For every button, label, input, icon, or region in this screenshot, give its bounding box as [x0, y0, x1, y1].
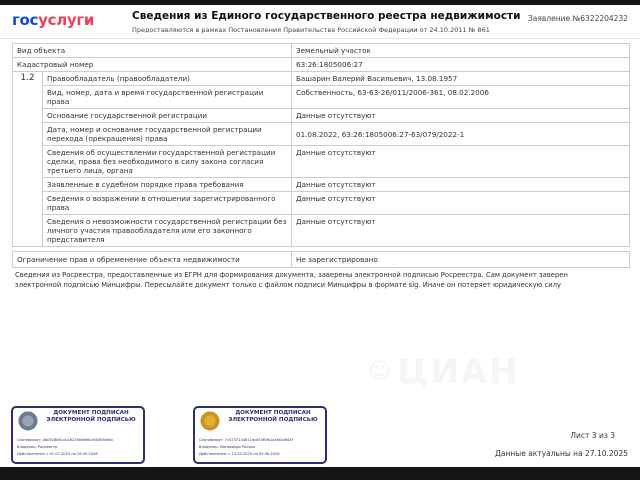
stamp-certificate: Сертификат: 7c4737134811dcd53f0fb1aaf40a643f [199, 438, 293, 442]
row-value: Данные отсутствуют [292, 178, 630, 192]
row-label: Основание государственной регистрации [43, 109, 292, 123]
row-value: Данные отсутствуют [292, 215, 630, 247]
table-row [13, 58, 630, 72]
table-row [13, 252, 630, 268]
restriction-table [12, 251, 630, 268]
table-row [13, 178, 630, 192]
row-label: Заявленные в судебном порядке права требования [43, 178, 292, 192]
row-label: Сведения о невозможности государственной регистрации без личного участия правообладателя или его законного представителя [43, 215, 292, 247]
row-value: Башарин Валерий Васильевич, 13.08.1957 [292, 72, 630, 86]
object-type-value: Земельный участок [292, 44, 630, 58]
table-row [13, 192, 630, 215]
table-row [13, 146, 630, 178]
data-actual-date: Данные актуальны на 27.10.2025 [495, 449, 628, 458]
stamp-title: ДОКУМЕНТ ПОДПИСАН ЭЛЕКТРОННОЙ ПОДПИСЬЮ [228, 410, 318, 423]
stamp-title: ДОКУМЕНТ ПОДПИСАН ЭЛЕКТРОННОЙ ПОДПИСЬЮ [46, 410, 136, 423]
stamp-validity: Действителен: с 01.07.2025 по 25.09.2026 [17, 452, 98, 456]
watermark-group [368, 352, 520, 392]
rosreestr-emblem-icon [18, 411, 38, 433]
document-subtitle: Предоставляются в рамках Постановления Правительства Российской Федерации от 24.10.2011 № 861 [132, 26, 490, 34]
row-value: 01.08.2022, 63:26:1805006:27-63/079/2022-1 [292, 123, 630, 146]
signature-stamp-mintsifry [193, 406, 327, 464]
row-value: Собственность, 63-63-26/011/2006-361, 08.02.2006 [292, 86, 630, 109]
row-label: Сведения об осуществлении государственной регистрации сделки, права без необходимого в силу закона согласия третьего лица, органа [43, 146, 292, 178]
row-value: Данные отсутствуют [292, 192, 630, 215]
stamp-details [17, 437, 141, 458]
row-label: Дата, номер и основание государственной регистрации перехода (прекращения) права [43, 123, 292, 146]
row-label: Правообладатель (правообладатели) [43, 72, 292, 86]
table-row [13, 86, 630, 109]
bottom-bar [0, 467, 640, 480]
document-title: Сведения из Единого государственного реестра недвижимости [132, 10, 521, 22]
logo-part-gos: гос [12, 11, 39, 29]
watermark: ЦИАН [396, 352, 520, 392]
stamp-validity: Действителен: с 13.03.2025 по 05.06.2026 [199, 452, 280, 456]
restriction-value: Не зарегистрировано [292, 252, 630, 268]
cadastral-value: 63:26:1805006:27 [292, 58, 630, 72]
application-number: Заявление №6322204232 [527, 14, 628, 23]
section-number: 1.2 [13, 72, 43, 247]
table-row [13, 44, 630, 58]
cadastral-label: Кадастровый номер [13, 58, 292, 72]
restriction-label: Ограничение прав и обременение объекта недвижимости [13, 252, 292, 268]
stamp-owner: Владелец: Росреестр [17, 445, 58, 449]
stamp-owner: Владелец: Минцифры России [199, 445, 255, 449]
table-row [13, 215, 630, 247]
russian-coat-of-arms-icon [200, 411, 220, 433]
stamp-details [199, 437, 323, 458]
table-row [13, 72, 630, 86]
table-row [13, 123, 630, 146]
page-number: Лист 3 из 3 [570, 431, 615, 440]
row-value: Данные отсутствуют [292, 109, 630, 123]
watermark-person-icon: ☺ [368, 359, 391, 384]
egrn-table [12, 43, 630, 247]
signature-stamp-rosreestr [11, 406, 145, 464]
document-body [12, 43, 629, 290]
stamp-certificate: Сертификат: 4b0528b61cb1622f0d6e6cc63d55ed0c [17, 438, 114, 442]
table-row [13, 109, 630, 123]
object-type-label: Вид объекта [13, 44, 292, 58]
gosuslugi-logo [12, 11, 94, 29]
logo-part-uslugi: услуги [38, 11, 95, 29]
row-label: Сведения о возражении в отношении зарегистрированного права [43, 192, 292, 215]
row-value: Данные отсутствуют [292, 146, 630, 178]
document-header [0, 5, 640, 39]
row-label: Вид, номер, дата и время государственной регистрации права [43, 86, 292, 109]
signature-note: Сведения из Росреестра, предоставленные из ЕГРН для формирования документа, заверены электронной подписью Росреестра. Сам документ заверен электронной подписью Минцифры. Пересылайте документ только с файлом подписи Минцифры в формате sig. Иначе он потеряет юридическую силу [15, 271, 568, 289]
